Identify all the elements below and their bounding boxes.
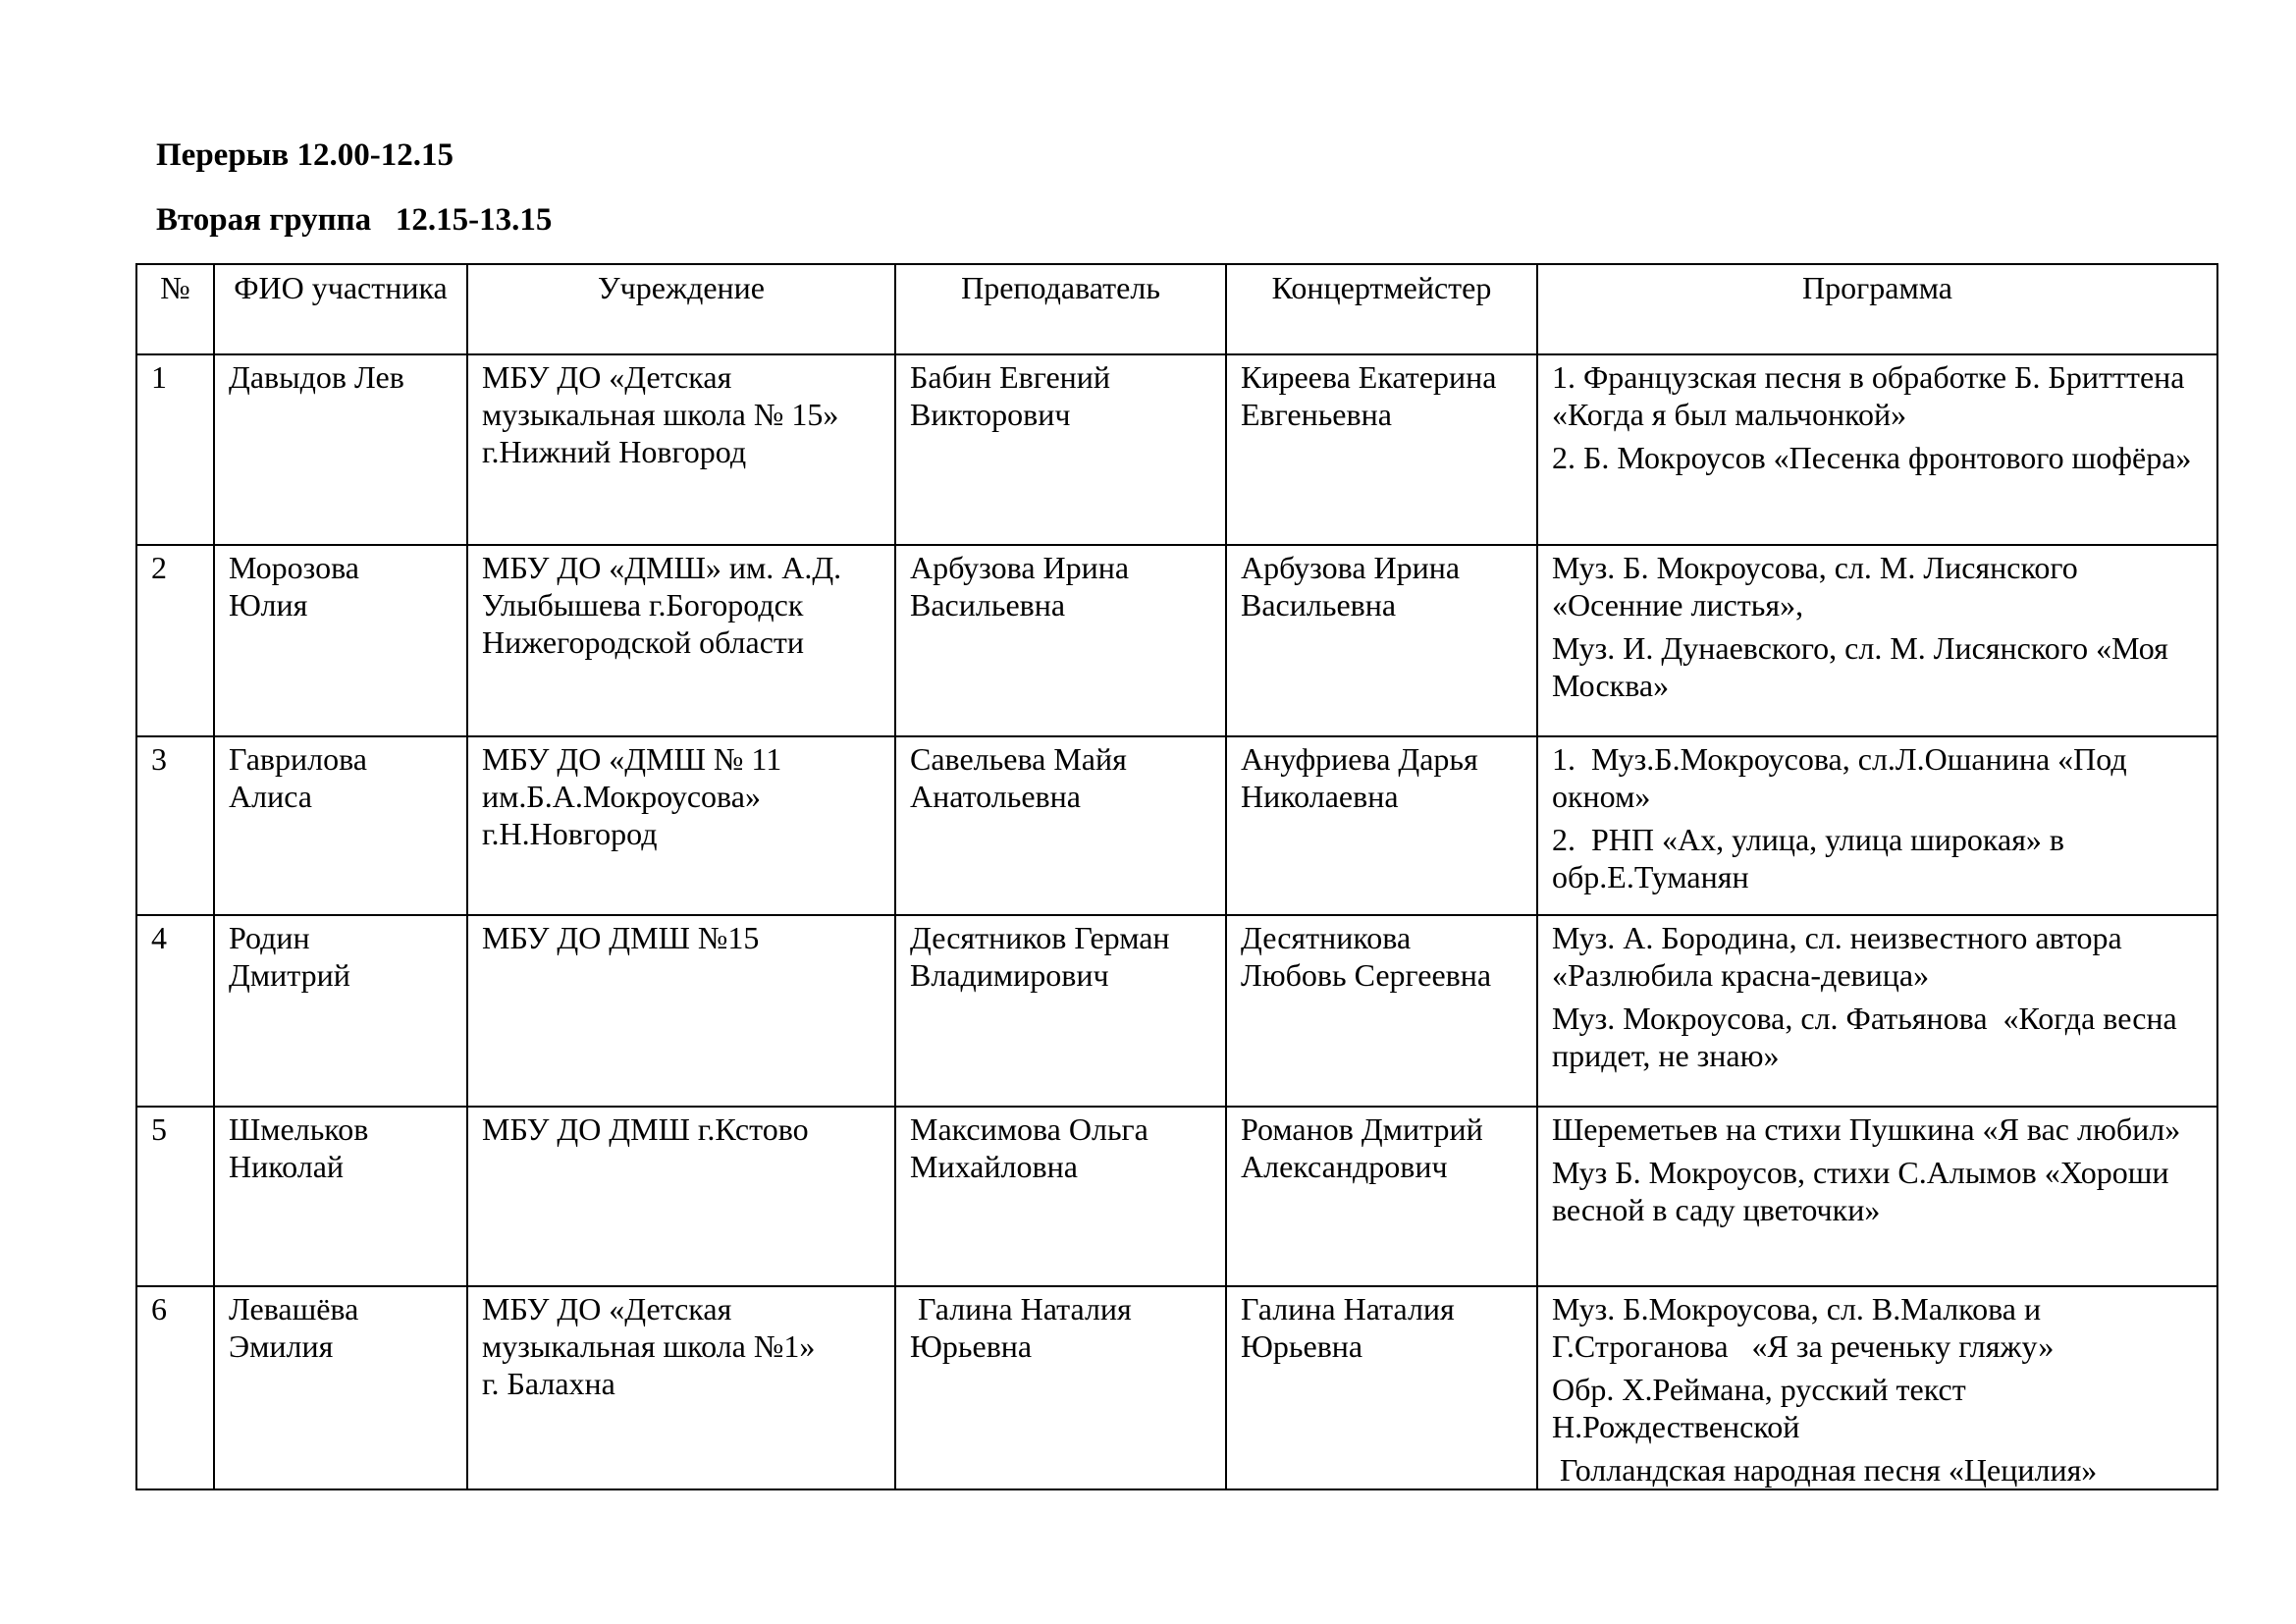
cell-teacher: Максимова Ольга Михайловна <box>895 1107 1226 1286</box>
cell-institution: МБУ ДО «ДМШ № 11 им.Б.А.Мокроусова» г.Н.Новгород <box>467 736 895 915</box>
cell-number: 2 <box>136 545 214 736</box>
cell-institution: МБУ ДО ДМШ г.Кстово <box>467 1107 895 1286</box>
cell-program: 1. Французская песня в обработке Б. Бритттена «Когда я был мальчонкой» 2. Б. Мокроусов «Песенка фронтового шофёра» <box>1537 354 2217 545</box>
table-row <box>136 1107 2217 1286</box>
cell-program: Муз. Б. Мокроусова, сл. М. Лисянского «Осенние листья», Муз. И. Дунаевского, сл. М. Лисянского «Моя Москва» <box>1537 545 2217 736</box>
cell-institution: МБУ ДО «Детская музыкальная школа № 15» г.Нижний Новгород <box>467 354 895 545</box>
cell-teacher: Бабин Евгений Викторович <box>895 354 1226 545</box>
cell-teacher: Арбузова Ирина Васильевна <box>895 545 1226 736</box>
column-header-number: № <box>136 264 214 354</box>
cell-number: 6 <box>136 1286 214 1489</box>
cell-institution: МБУ ДО «ДМШ» им. А.Д. Улыбышева г.Богородск Нижегородской области <box>467 545 895 736</box>
cell-institution: МБУ ДО «Детская музыкальная школа №1» г. Балахна <box>467 1286 895 1489</box>
cell-accompanist: Десятникова Любовь Сергеевна <box>1226 915 1537 1107</box>
table-row <box>136 915 2217 1107</box>
cell-participant: Левашёва Эмилия <box>214 1286 467 1489</box>
cell-teacher: Десятников Герман Владимирович <box>895 915 1226 1107</box>
table-row <box>136 736 2217 915</box>
cell-participant: Шмельков Николай <box>214 1107 467 1286</box>
column-header-institution: Учреждение <box>467 264 895 354</box>
cell-participant: Давыдов Лев <box>214 354 467 545</box>
table-row <box>136 545 2217 736</box>
cell-accompanist: Киреева Екатерина Евгеньевна <box>1226 354 1537 545</box>
cell-program: 1. Муз.Б.Мокроусова, сл.Л.Ошанина «Под окном» 2. РНП «Ах, улица, улица широкая» в обр.Е.Туманян <box>1537 736 2217 915</box>
cell-accompanist: Романов Дмитрий Александрович <box>1226 1107 1537 1286</box>
cell-accompanist: Арбузова Ирина Васильевна <box>1226 545 1537 736</box>
table-header-row <box>136 264 2217 354</box>
cell-accompanist: Галина Наталия Юрьевна <box>1226 1286 1537 1489</box>
cell-number: 5 <box>136 1107 214 1286</box>
cell-program: Муз. А. Бородина, сл. неизвестного автора «Разлюбила красна-девица» Муз. Мокроусова, сл. Фатьянова «Когда весна придет, не знаю» <box>1537 915 2217 1107</box>
column-header-participant: ФИО участника <box>214 264 467 354</box>
cell-program: Муз. Б.Мокроусова, сл. В.Малкова и Г.Строганова «Я за реченьку гляжу» Обр. Х.Реймана, русский текст Н.Рождественской Голландская народная песня «Цецилия» <box>1537 1286 2217 1489</box>
cell-accompanist: Ануфриева Дарья Николаевна <box>1226 736 1537 915</box>
group-heading: Вторая группа 12.15-13.15 <box>156 202 553 238</box>
cell-program: Шереметьев на стихи Пушкина «Я вас любил» Муз Б. Мокроусов, стихи С.Алымов «Хороши весной в саду цветочки» <box>1537 1107 2217 1286</box>
column-header-program: Программа <box>1537 264 2217 354</box>
cell-participant: Гаврилова Алиса <box>214 736 467 915</box>
cell-participant: Морозова Юлия <box>214 545 467 736</box>
column-header-accompanist: Концертмейстер <box>1226 264 1537 354</box>
cell-institution: МБУ ДО ДМШ №15 <box>467 915 895 1107</box>
cell-teacher: Савельева Майя Анатольевна <box>895 736 1226 915</box>
participants-table <box>135 263 2218 1490</box>
column-header-teacher: Преподаватель <box>895 264 1226 354</box>
break-heading: Перерыв 12.00-12.15 <box>156 137 454 173</box>
cell-number: 4 <box>136 915 214 1107</box>
cell-number: 1 <box>136 354 214 545</box>
cell-participant: Родин Дмитрий <box>214 915 467 1107</box>
cell-number: 3 <box>136 736 214 915</box>
cell-teacher: Галина Наталия Юрьевна <box>895 1286 1226 1489</box>
table-row <box>136 1286 2217 1489</box>
table-row <box>136 354 2217 545</box>
